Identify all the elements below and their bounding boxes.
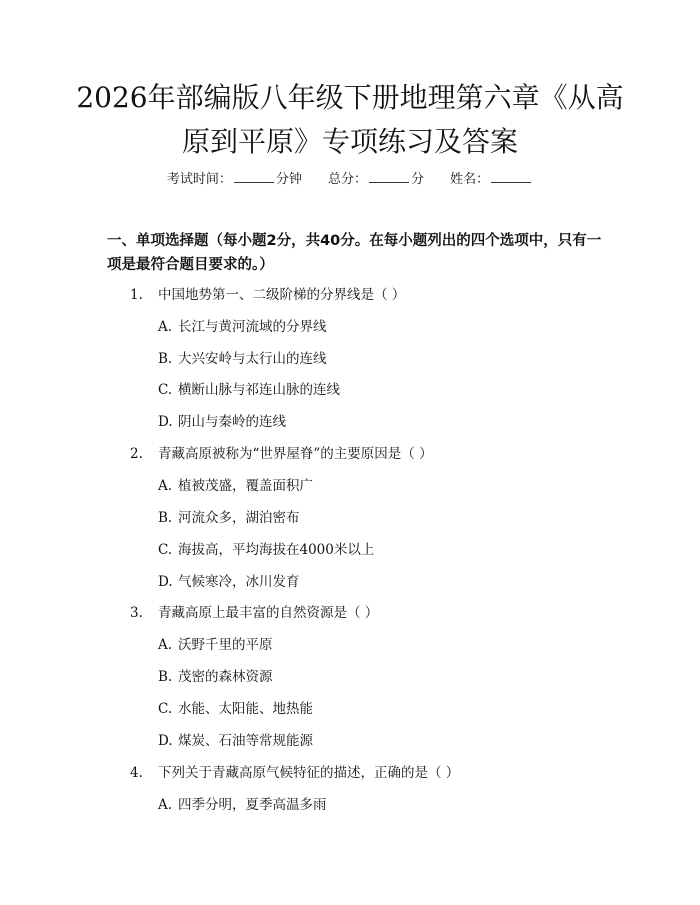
- option-letter: A.: [158, 319, 173, 335]
- option-2b: [158, 506, 300, 526]
- document-title: [60, 76, 640, 164]
- option-letter: D.: [158, 414, 173, 430]
- option-letter: C.: [158, 542, 173, 558]
- total-score: [328, 168, 424, 187]
- question-1: [130, 283, 405, 303]
- option-3b: [158, 665, 273, 685]
- option-2a: [158, 474, 313, 494]
- option-text: 水能、太阳能、地热能: [178, 701, 313, 717]
- option-letter: D.: [158, 574, 173, 590]
- question-text: 中国地势第一、二级阶梯的分界线是（ ）: [158, 287, 406, 303]
- option-1b: [158, 347, 327, 367]
- total-score-label: 总分：: [327, 172, 367, 187]
- option-text: 四季分明，夏季高温多雨: [178, 797, 327, 813]
- option-3d: [158, 729, 313, 749]
- option-text: 煤炭、石油等常规能源: [178, 733, 313, 749]
- option-text: 海拔高，平均海拔在4000米以上: [178, 542, 375, 558]
- question-text: 青藏高原被称为“世界屋脊”的主要原因是（ ）: [158, 446, 433, 462]
- option-letter: A.: [158, 478, 173, 494]
- option-1c: [158, 378, 340, 398]
- option-text: 河流众多，湖泊密布: [178, 510, 300, 526]
- option-letter: C.: [158, 382, 173, 398]
- question-number: 2.: [130, 446, 143, 462]
- question-number: 3.: [130, 605, 143, 621]
- option-2d: [158, 570, 300, 590]
- option-text: 茂密的森林资源: [178, 669, 273, 685]
- option-3c: [158, 697, 313, 717]
- question-3: [130, 601, 378, 621]
- option-4a: [158, 793, 327, 813]
- option-text: 沃野千里的平原: [178, 637, 273, 653]
- option-text: 长江与黄河流域的分界线: [178, 319, 327, 335]
- option-letter: B.: [158, 669, 173, 685]
- title-line-1: 2026年部编版八年级下册地理第六章《从高: [76, 81, 624, 114]
- student-name: [450, 168, 533, 187]
- question-text: 下列关于青藏高原气候特征的描述，正确的是（ ）: [158, 765, 460, 781]
- option-text: 横断山脉与祁连山脉的连线: [178, 382, 340, 398]
- exam-info-line: [0, 168, 700, 187]
- option-letter: A.: [158, 637, 173, 653]
- question-4: [130, 761, 459, 781]
- total-score-unit: 分: [411, 172, 425, 187]
- question-number: 1.: [130, 287, 143, 303]
- exam-time-label: 考试时间：: [166, 172, 232, 187]
- option-1d: [158, 410, 286, 430]
- title-line-2: 原到平原》专项练习及答案: [181, 125, 518, 158]
- exam-time-unit: 分钟: [275, 172, 302, 187]
- option-letter: C.: [158, 701, 173, 717]
- option-letter: B.: [158, 351, 173, 367]
- option-text: 植被茂盛，覆盖面积广: [178, 478, 313, 494]
- option-letter: D.: [158, 733, 173, 749]
- student-name-label: 姓名：: [450, 172, 490, 187]
- option-3a: [158, 633, 273, 653]
- question-number: 4.: [130, 765, 143, 781]
- option-letter: A.: [158, 797, 173, 813]
- exam-time-blank: [234, 171, 274, 183]
- section-heading: 一、单项选择题（每小题2分，共40分。在每小题列出的四个选项中，只有一项是最符合题目要求的。）: [107, 233, 602, 273]
- student-name-blank: [491, 171, 531, 183]
- exam-time: [167, 168, 302, 187]
- option-letter: B.: [158, 510, 173, 526]
- question-2: [130, 442, 433, 462]
- option-2c: [158, 538, 374, 558]
- question-text: 青藏高原上最丰富的自然资源是（ ）: [158, 605, 379, 621]
- option-text: 阴山与秦岭的连线: [178, 414, 286, 430]
- option-text: 大兴安岭与太行山的连线: [178, 351, 327, 367]
- total-score-blank: [369, 171, 409, 183]
- option-1a: [158, 315, 327, 335]
- option-text: 气候寒冷，冰川发育: [178, 574, 300, 590]
